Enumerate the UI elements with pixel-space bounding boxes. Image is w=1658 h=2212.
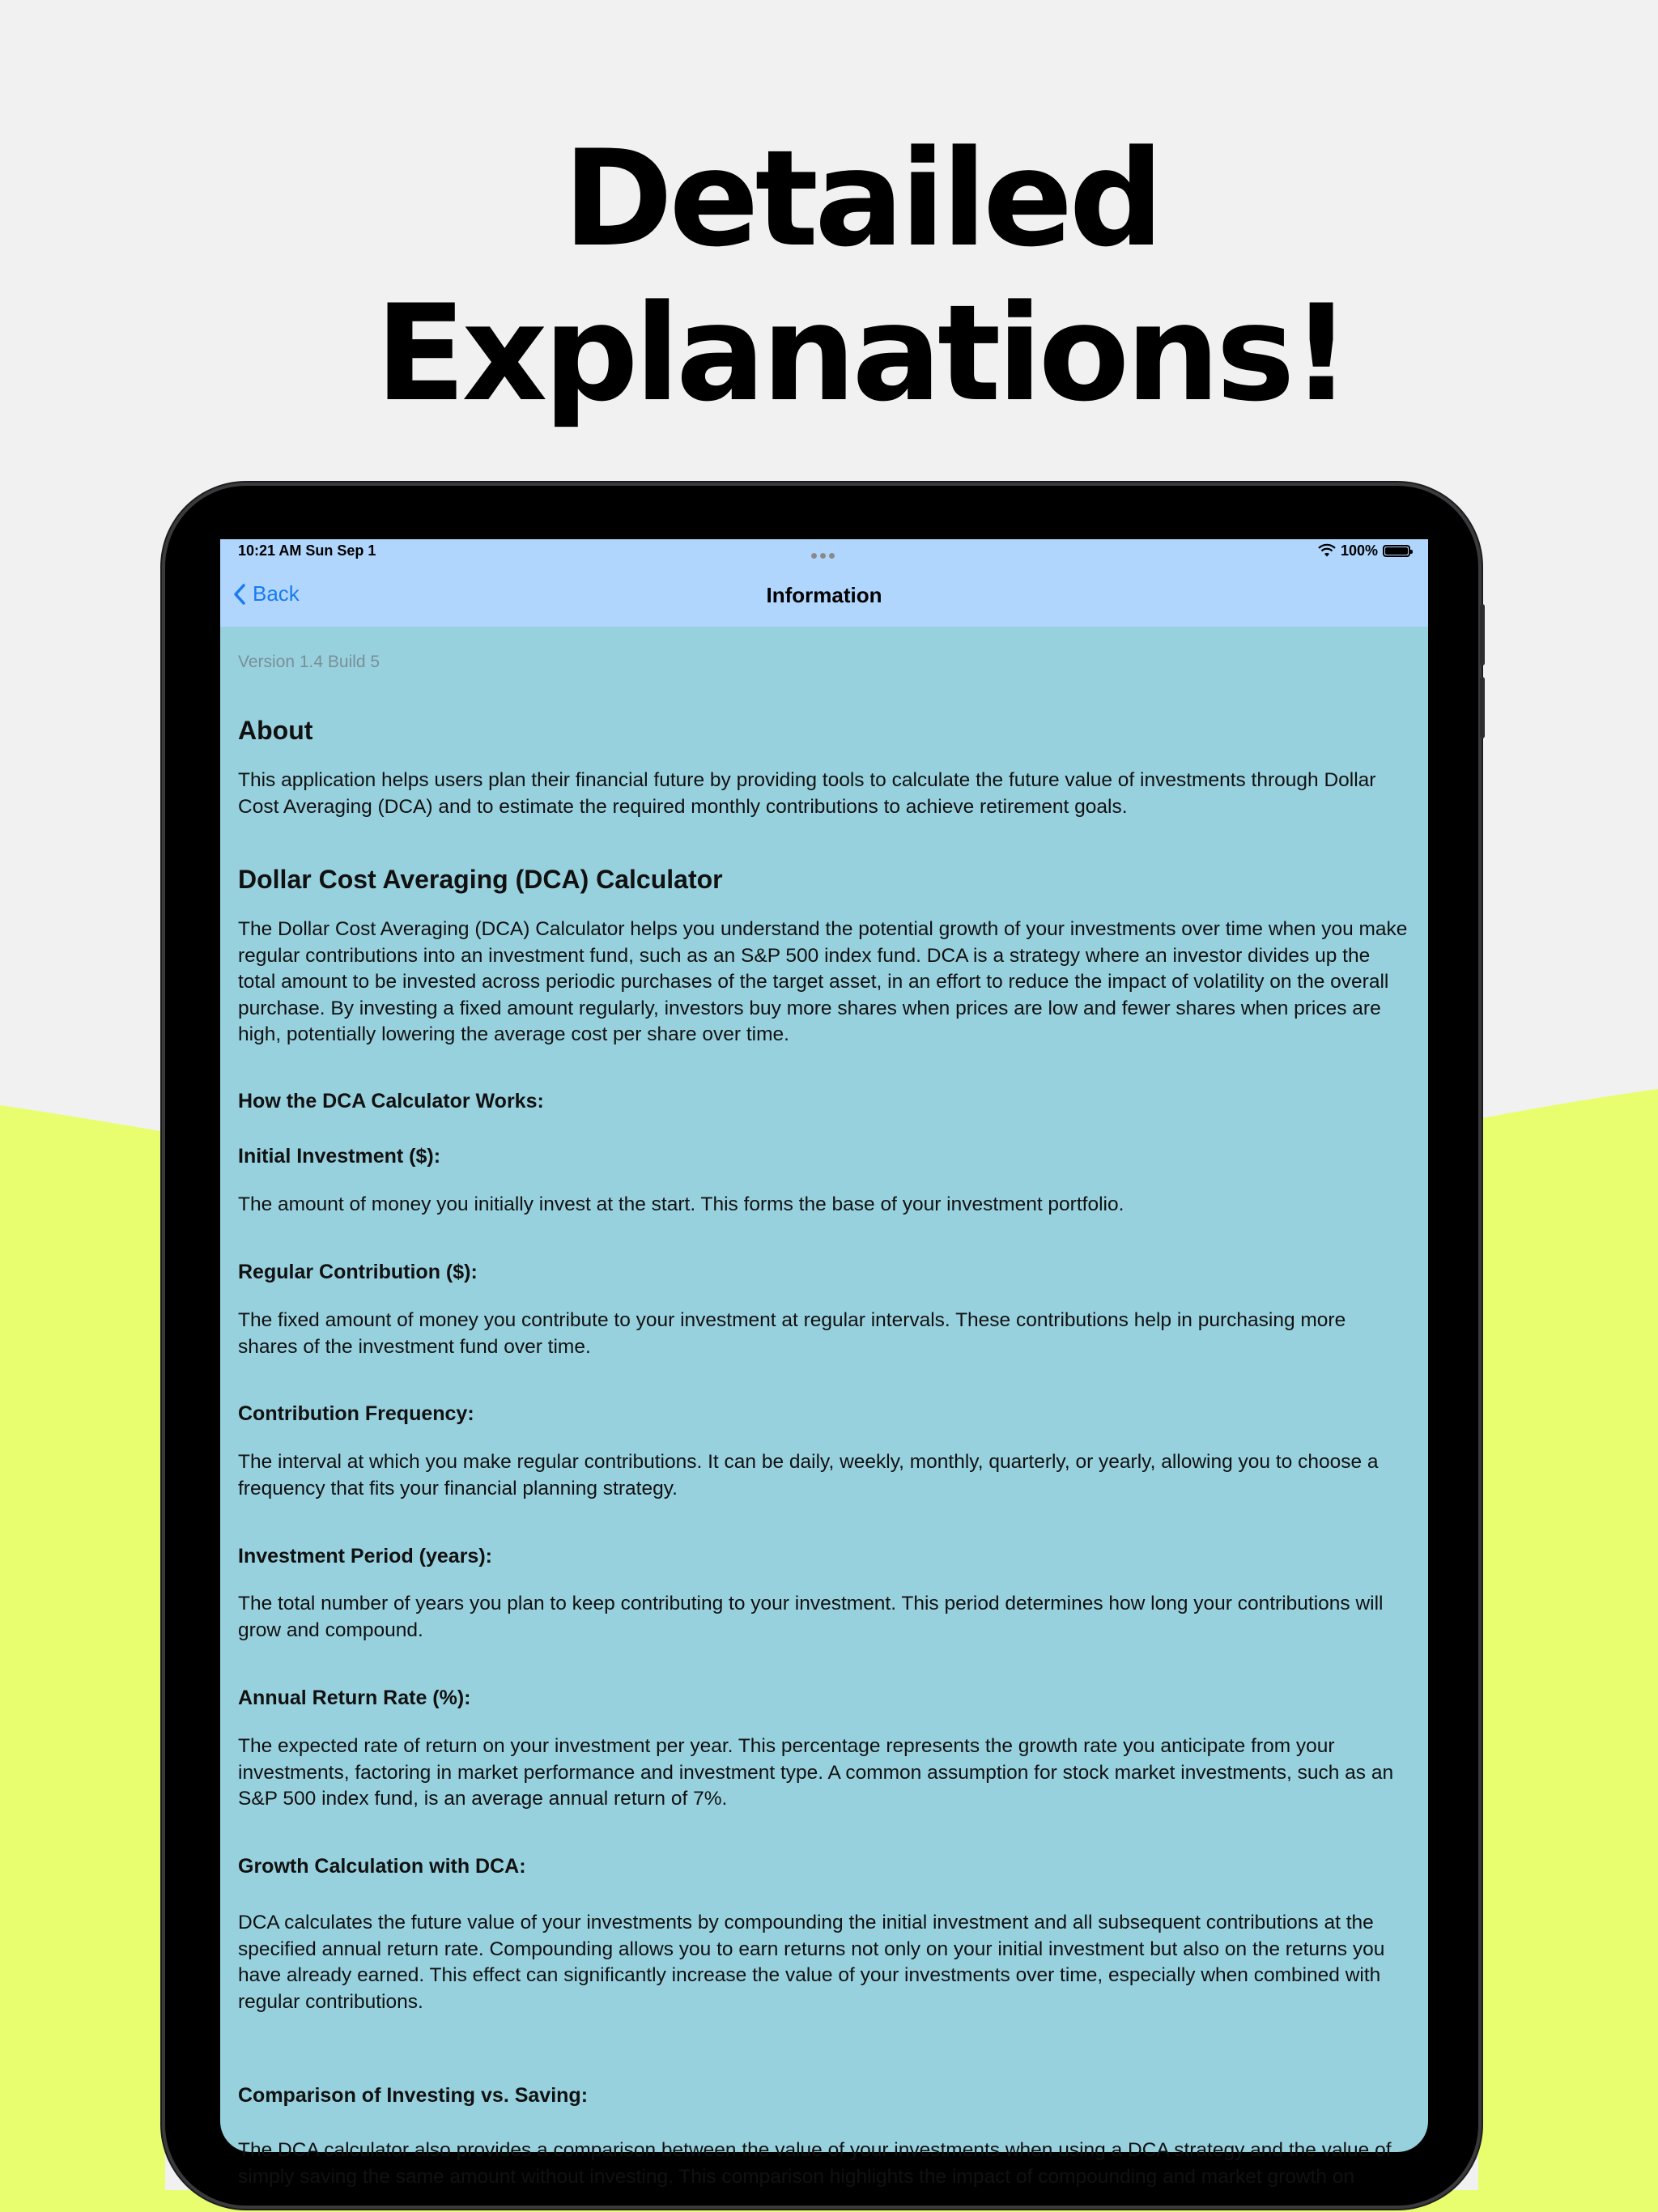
comparison-heading: Comparison of Investing vs. Saving: [238,2084,589,2107]
wifi-icon [1318,545,1336,558]
growth-calculation-heading: Growth Calculation with DCA: [238,1855,526,1878]
navigation-bar [220,539,1428,627]
version-label: Version 1.4 Build 5 [238,653,380,671]
ipad-frame [165,486,1478,2206]
regular-contribution-heading: Regular Contribution ($): [238,1261,478,1283]
contribution-frequency-text: The interval at which you make regular contributions. It can be daily, weekly, monthly, quarterly, or yearly, allowing you to choose a frequency that fits your financial planning strategy. [238,1451,1379,1499]
investment-period-text: The total number of years you plan to keep contributing to your investment. This period determines how long your contributions will grow and compound. [238,1593,1384,1641]
volume-up-button [1480,604,1485,666]
status-time-date: 10:21 AM Sun Sep 1 [238,542,376,559]
headline: Detailed Explanations! [375,121,1348,431]
investment-period-heading: Investment Period (years): [238,1545,492,1568]
battery-percent: 100% [1340,542,1378,559]
dca-heading: Dollar Cost Averaging (DCA) Calculator [238,865,723,894]
dca-text: The Dollar Cost Averaging (DCA) Calculator helps you understand the potential growth of your investments over time when you make regular contributions into an investment fund, such as an S&P 500 index fund. DCA is a strategy where an investor divides up the total amount to be invested across periodic purchases of the target asset, in an effort to reduce the impact of volatility on the overall purchase. By investing a fixed amount regularly, investors buy more shares when prices are low and fewer shares when prices are high, potentially lowering the average cost per share over time. [238,918,1408,1046]
about-heading: About [238,716,313,745]
device-screen [220,539,1428,2188]
annual-return-heading: Annual Return Rate (%): [238,1687,471,1709]
status-right [1318,542,1410,559]
multitasking-dots-icon[interactable] [810,548,839,555]
annual-return-text: The expected rate of return on your investment per year. This percentage represents the growth rate you anticipate from your investments, factoring in market performance and investment type. A common assumption for stock market investments, such as an S&P 500 index fund, is an average annual return of 7%. [238,1735,1394,1810]
back-label: Back [253,581,300,606]
about-text: This application helps users plan their financial future by providing tools to calculate the future value of investments through Dollar Cost Averaging (DCA) and to estimate the required monthly contributions to achieve retirement goals. [238,769,1376,818]
how-heading: How the DCA Calculator Works: [238,1090,544,1112]
battery-icon [1383,545,1410,557]
initial-investment-heading: Initial Investment ($): [238,1145,441,1168]
growth-calculation-text: DCA calculates the future value of your investments by compounding the initial investment and all subsequent contributions at the specified annual return rate. Compounding allows you to earn returns not only on your initial investment but also on the returns you have already earned. This effect can significantly increase the value of your investments over time, especially when combined with regular contributions. [238,1912,1385,2013]
comparison-text: The DCA calculator also provides a comparison between the value of your investments when using a DCA strategy and the value of simply saving the same amount without investing. This comparison highlights the impact of compounding and market growth on [238,2139,1392,2188]
contribution-frequency-heading: Contribution Frequency: [238,1402,474,1425]
page-title: Information [766,583,882,607]
volume-down-button [1480,677,1485,738]
regular-contribution-text: The fixed amount of money you contribute to your investment at regular intervals. These contributions help in purchasing more shares of the investment fund over time. [238,1309,1346,1358]
initial-investment-text: The amount of money you initially invest at the start. This forms the base of your investment portfolio. [238,1193,1124,1215]
